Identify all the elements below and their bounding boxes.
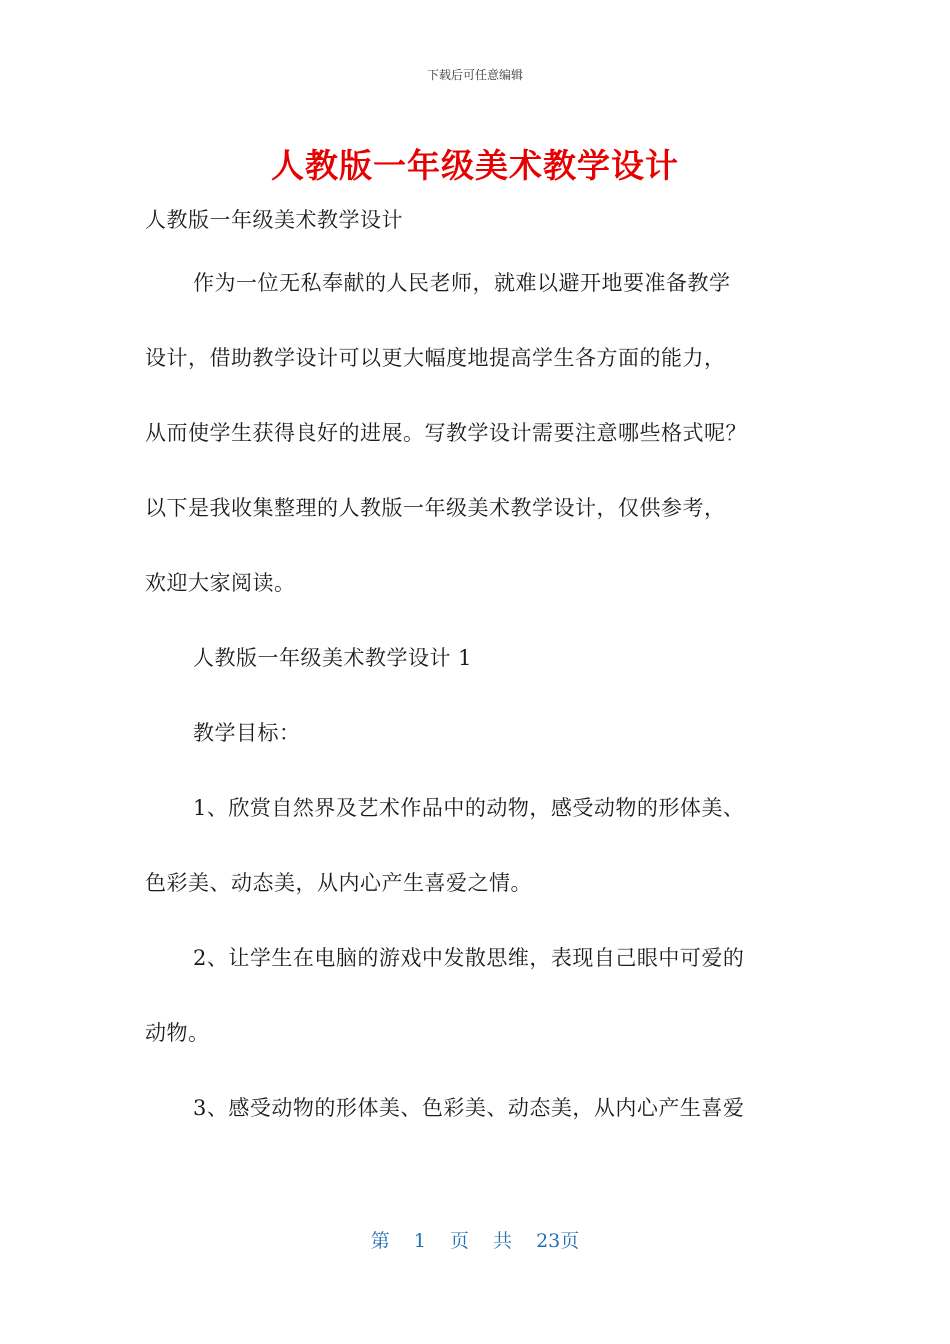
document-title: 人教版一年级美术教学设计 [271, 146, 679, 185]
document-subtitle: 人教版一年级美术教学设计 [145, 208, 403, 232]
paragraph-line: 动物。 [145, 1021, 210, 1045]
document-body [145, 194, 810, 1146]
paragraph-line: 欢迎大家阅读。 [145, 571, 296, 595]
objective-item: 2、让学生在电脑的游戏中发散思维，表现自己眼中可爱的 [193, 946, 745, 970]
objective-item: 1、欣赏自然界及艺术作品中的动物，感受动物的形体美、 [193, 796, 745, 820]
footer-page-label: 第 [370, 1230, 390, 1252]
paragraph-line: 以下是我收集整理的人教版一年级美术教学设计，仅供参考， [145, 496, 726, 520]
paragraph-line: 从而使学生获得良好的进展。写教学设计需要注意哪些格式呢？ [145, 421, 747, 445]
paragraph-line: 作为一位无私奉献的人民老师，就难以避开地要准备教学 [193, 271, 731, 295]
footer-page-number: 1 [413, 1230, 426, 1252]
page-footer [0, 1226, 950, 1253]
objective-item: 3、感受动物的形体美、色彩美、动态美，从内心产生喜爱 [193, 1096, 745, 1120]
footer-total-pages: 23页 [536, 1230, 580, 1252]
paragraph-line: 设计，借助教学设计可以更大幅度地提高学生各方面的能力， [145, 346, 726, 370]
objectives-heading: 教学目标： [193, 721, 301, 745]
header-note: 下载后可任意编辑 [426, 68, 523, 82]
footer-total-label: 共 [493, 1230, 513, 1252]
section-heading: 人教版一年级美术教学设计 1 [193, 646, 473, 670]
paragraph-line: 色彩美、动态美，从内心产生喜爱之情。 [145, 871, 532, 895]
footer-page-unit: 页 [449, 1230, 469, 1252]
